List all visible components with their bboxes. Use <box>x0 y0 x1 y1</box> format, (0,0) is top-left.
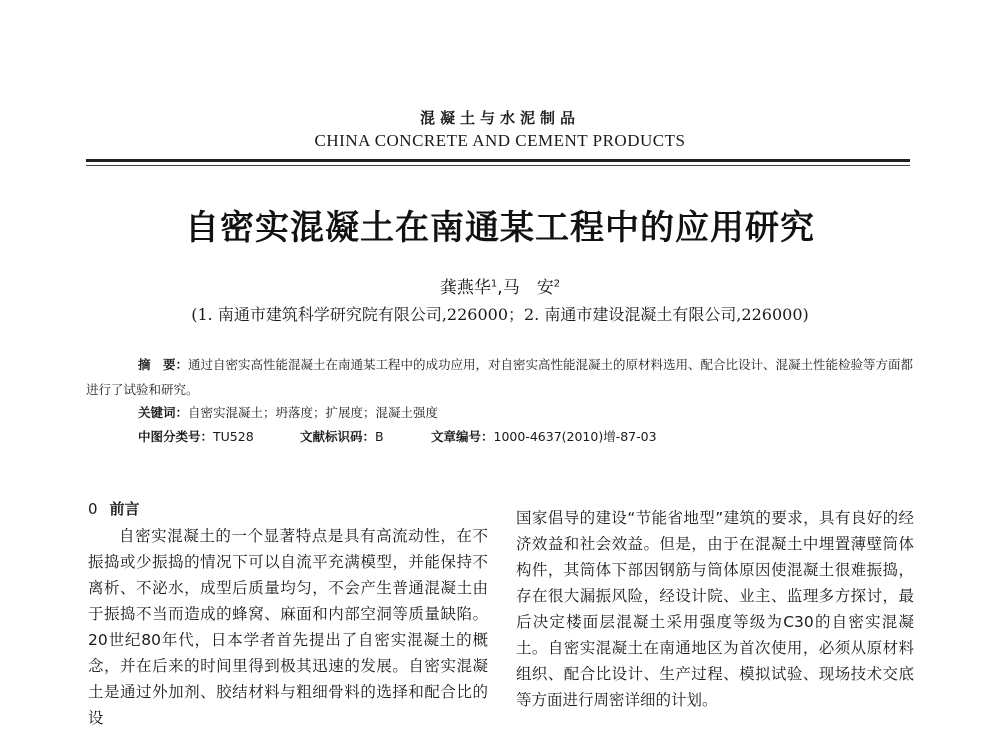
article-title: 自密实混凝土在南通某工程中的应用研究 <box>185 208 815 248</box>
keywords <box>138 403 438 421</box>
abstract-text: 通过自密实高性能混凝土在南通某工程中的成功应用，对自密实高性能混凝土的原材料选用、配合比设计、混凝土性能检验等方面都进行了试验和研究。 <box>86 357 914 397</box>
section-title: 前言 <box>109 500 140 518</box>
journal-name-cn: 混凝土与水泥制品 <box>419 109 580 127</box>
classification-line <box>138 427 657 445</box>
author-line <box>0 273 1000 298</box>
body-right-column: 国家倡导的建设“节能省地型”建筑的要求，具有良好的经济效益和社会效益。但是，由于在混凝土中埋置薄壁筒体构件，其筒体下部因钢筋与筒体原因使混凝土很难振捣，存在很大漏振风险，经设计院、业主、监理多方探讨，最后决定楼面层混凝土采用强度等级为C30的自密实混凝土。自密实混凝土在南通地区为首次使用，必须从原材料组织、配合比设计、生产过程、模拟试验、现场技术交底等方面进行周密详细的计划。 <box>516 509 914 709</box>
body-left-column: 自密实混凝土的一个显著特点是具有高流动性，在不振捣或少振捣的情况下可以自流平充满模型，并能保持不离析、不泌水，成型后质量均匀，不会产生普通混凝土由于振捣不当而造成的蜂窝、麻面和内部空洞等质量缺陷。20世纪80年代，日本学者首先提出了自密实混凝土的概念，并在后来的时间里得到极其迅速的发展。自密实混凝土是通过外加剂、胶结材料与粗细骨料的选择和配合比的设 <box>88 527 488 727</box>
clc-item <box>138 427 300 445</box>
keywords-text: 自密实混凝土；坍落度；扩展度；混凝土强度 <box>188 405 439 420</box>
author-name: 龚燕华 <box>439 278 491 298</box>
section-number: 0 <box>88 500 98 518</box>
doc-code-value: B <box>375 429 384 444</box>
header-rule-thin <box>86 165 910 166</box>
doc-code-item <box>300 427 431 445</box>
journal-name-en: CHINA CONCRETE AND CEMENT PRODUCTS <box>314 131 686 150</box>
affiliations: (1. 南通市建筑科学研究院有限公司,226000；2. 南通市建设混凝土有限公司,226000) <box>191 305 809 324</box>
keywords-label: 关键词： <box>138 405 189 420</box>
article-no-label: 文章编号： <box>431 429 494 444</box>
article-no-item <box>431 427 657 445</box>
doc-code-label: 文献标识码： <box>300 429 376 444</box>
section-heading <box>88 498 140 519</box>
author-affiliation-mark: 1 <box>490 278 498 290</box>
author-affiliation-mark: 2 <box>553 278 561 290</box>
abstract-label: 摘 要： <box>138 357 189 372</box>
clc-value: TU528 <box>213 429 254 444</box>
header-rule-thick <box>86 159 910 162</box>
clc-label: 中图分类号： <box>138 429 214 444</box>
author-separator: , <box>497 278 503 298</box>
author-name: 马 安 <box>502 278 554 298</box>
article-no-value: 1000-4637(2010)增-87-03 <box>493 429 657 444</box>
abstract <box>86 352 916 402</box>
